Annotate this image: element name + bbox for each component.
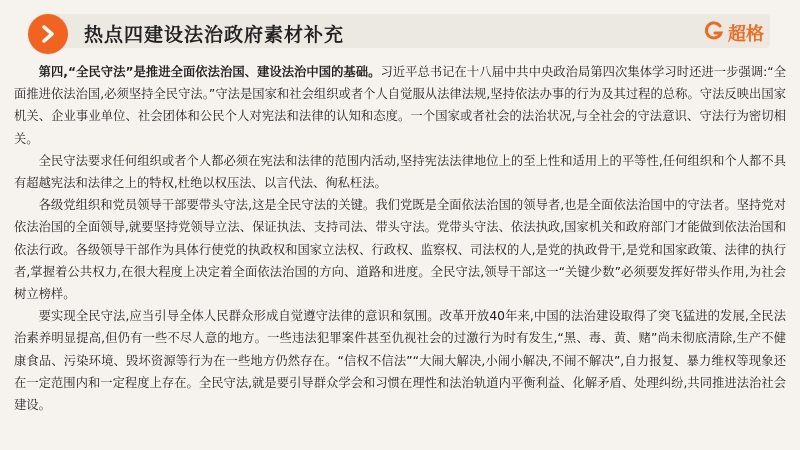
brand-logo	[704, 20, 764, 46]
paragraph-4	[14, 305, 786, 416]
arrow-right-icon	[28, 14, 68, 54]
paragraph-2	[14, 150, 786, 194]
header	[0, 0, 800, 56]
paragraph-1	[14, 61, 786, 150]
article-body	[14, 61, 786, 416]
paragraph-1-text: 习近平总书记在十八届中共中央政治局第四次集体学习时还进一步强调:“全面推进依法治国,必须坚持全民守法。”守法是国家和社会组织或者个人自觉服从法律法规,坚持依法办事的行为及其过程的总称。守法反映出国家机关、企业事业单位、社会团体和公民个人对宪法和法律的认知和态度。一个国家或者社会的法治状况,与全社会的守法意识、守法行为密切相关。	[14, 65, 786, 146]
logo-g-icon	[704, 21, 724, 45]
paragraph-4-text: 要实现全民守法,应当引导全体人民群众形成自觉遵守法律的意识和氛围。改革开放40年来,中国的法治建设取得了突飞猛进的发展,全民法治素养明显提高,但仍有一些不尽人意的地方。一些违法犯罪案件甚至仇视社会的过激行为时有发生,“黑、毒、黄、赌”尚未彻底清除,生产不健康食品、污染环境、毁坏资源等行为在一些地方仍然存在。“信权不信法”“大闹大解决,小闹小解决,不闹不解决”,自力报复、暴力维权等现象还在一定范围内和一定程度上存在。全民守法,就是要引导群众学会和习惯在理性和法治轨道内平衡利益、化解矛盾、处理纠纷,共同推进法治社会建设。	[14, 309, 786, 413]
paragraph-2-text: 全民守法要求任何组织或者个人都必须在宪法和法律的范围内活动,坚持宪法法律地位上的至上性和适用上的平等性,任何组织和个人都不具有超越宪法和法律之上的特权,杜绝以权压法、以言代法、徇私枉法。	[14, 153, 786, 191]
paragraph-1-lead: 第四,“全民守法”是推进全面依法治国、建设法治中国的基础。	[38, 65, 381, 79]
page-title: 热点四建设法治政府素材补充	[84, 24, 345, 46]
paragraph-3	[14, 194, 786, 305]
paragraph-3-text: 各级党组织和党员领导干部要带头守法,这是全民守法的关键。我们党既是全面依法治国的领导者,也是全面依法治国中的守法者。坚持党对依法治国的全面领导,就要坚持党领导立法、保证执法、支持司法、带头守法。党带头守法、依法执政,国家机关和政府部门才能做到依法治国和依法行政。各级领导干部作为具体行使党的执政权和国家立法权、行政权、监察权、司法权的人,是党的执政骨干,是党和国家政策、法律的执行者,掌握着公共权力,在很大程度上决定着全面依法治国的方向、道路和进度。全民守法,领导干部这一“关键少数”必须要发挥好带头作用,为社会树立榜样。	[14, 198, 786, 302]
logo-text: 超格	[728, 24, 764, 45]
